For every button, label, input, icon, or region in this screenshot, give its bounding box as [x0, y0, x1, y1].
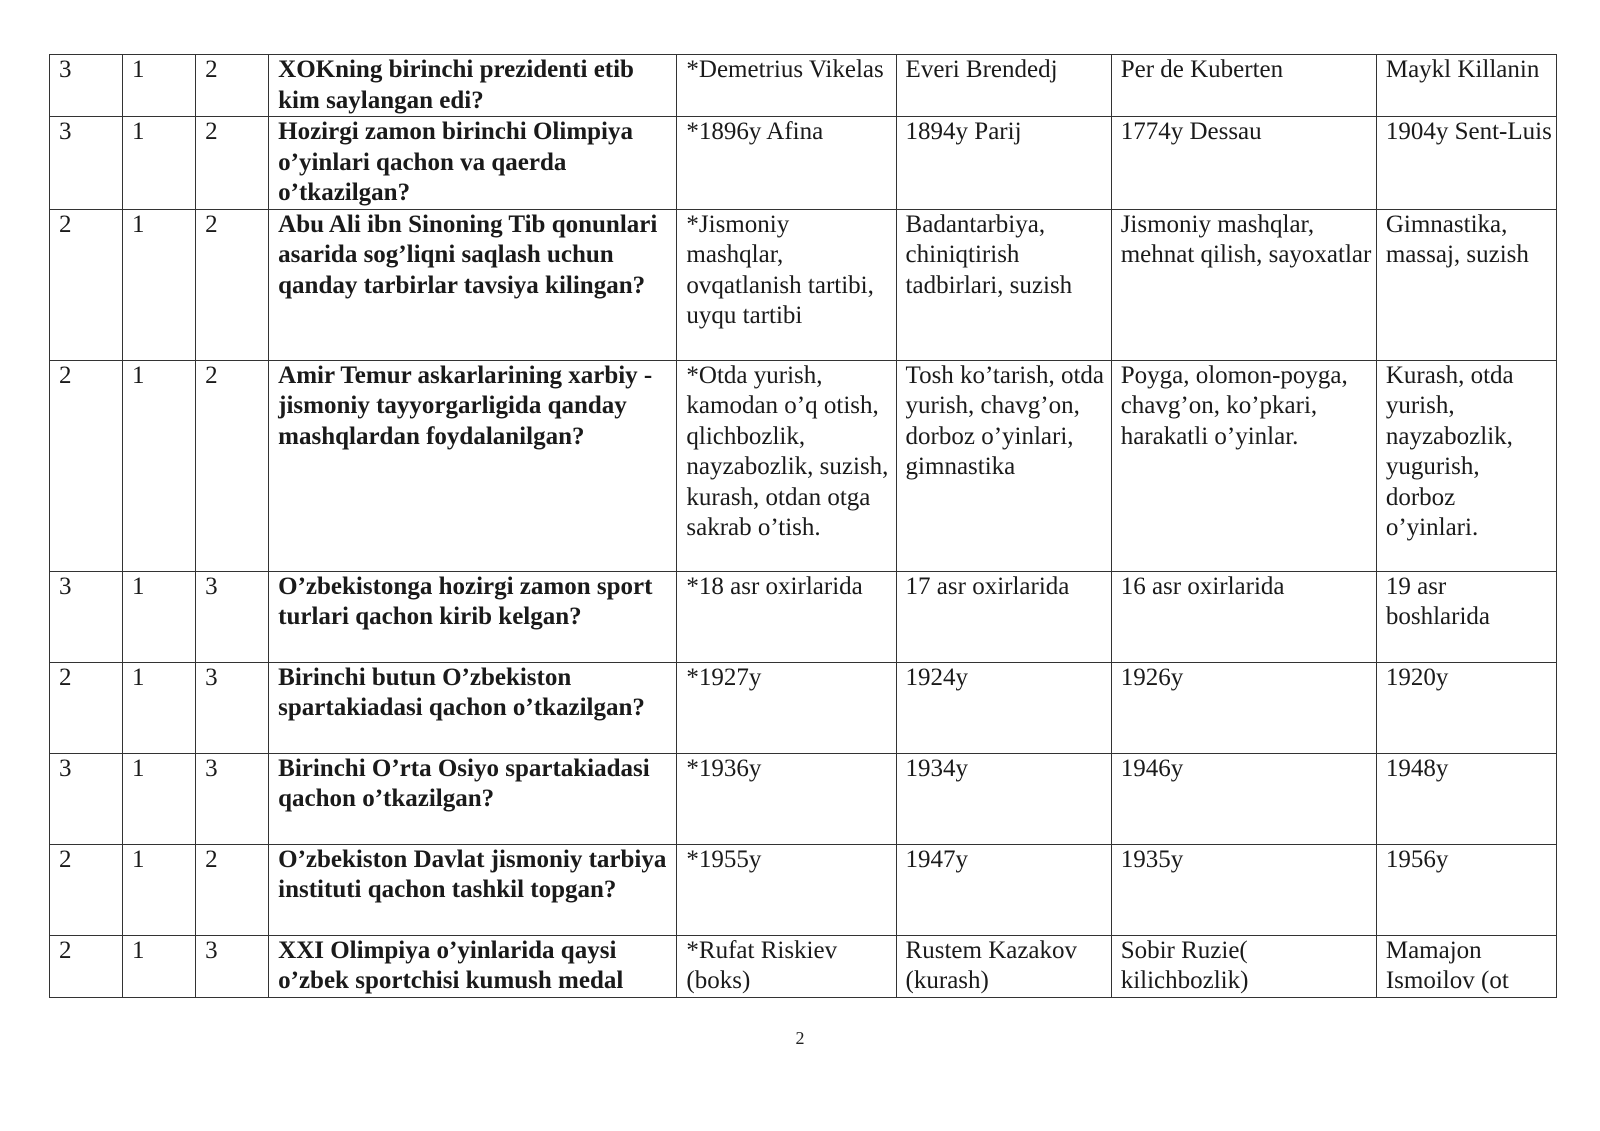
- quiz-table: [49, 54, 1557, 998]
- topic-cell: 2: [196, 117, 269, 210]
- option-cell: Badantarbiya, chiniqtirish tadbirlari, suzish: [896, 209, 1111, 360]
- option-cell: Mamajon Ismoilov (ot: [1376, 935, 1556, 997]
- topic-cell: 2: [196, 209, 269, 360]
- difficulty-cell: 2: [50, 844, 123, 935]
- question-cell: O’zbekistonga hozirgi zamon sport turlari qachon kirib kelgan?: [269, 571, 677, 662]
- topic-cell: 3: [196, 571, 269, 662]
- category-cell: 1: [123, 55, 196, 117]
- topic-cell: 2: [196, 844, 269, 935]
- correct-answer-cell: *Jismoniy mashqlar, ovqatlanish tartibi, uyqu tartibi: [677, 209, 896, 360]
- correct-answer-cell: *1936y: [677, 753, 896, 844]
- option-cell: Everi Brendedj: [896, 55, 1111, 117]
- question-cell: Hozirgi zamon birinchi Olimpiya o’yinlari qachon va qaerda o’tkazilgan?: [269, 117, 677, 210]
- difficulty-cell: 3: [50, 753, 123, 844]
- correct-answer-cell: *1896y Afina: [677, 117, 896, 210]
- table-row: [50, 117, 1557, 210]
- option-cell: 16 asr oxirlarida: [1111, 571, 1376, 662]
- table-row: [50, 662, 1557, 753]
- topic-cell: 3: [196, 662, 269, 753]
- option-cell: Sobir Ruzie( kilichbozlik): [1111, 935, 1376, 997]
- question-cell: Birinchi butun O’zbekiston spartakiadasi qachon o’tkazilgan?: [269, 662, 677, 753]
- option-cell: 1948y: [1376, 753, 1556, 844]
- table-row: [50, 360, 1557, 571]
- topic-cell: 2: [196, 55, 269, 117]
- question-cell: Amir Temur askarlarining xarbiy -jismoniy tayyorgarligida qanday mashqlardan foydalanilgan?: [269, 360, 677, 571]
- option-cell: 17 asr oxirlarida: [896, 571, 1111, 662]
- table-row: [50, 753, 1557, 844]
- option-cell: 1904y Sent-Luis: [1376, 117, 1556, 210]
- correct-answer-cell: *Rufat Riskiev (boks): [677, 935, 896, 997]
- category-cell: 1: [123, 662, 196, 753]
- difficulty-cell: 3: [50, 55, 123, 117]
- category-cell: 1: [123, 935, 196, 997]
- option-cell: 1774y Dessau: [1111, 117, 1376, 210]
- option-cell: Maykl Killanin: [1376, 55, 1556, 117]
- page-number: 2: [795, 1028, 805, 1048]
- option-cell: Poyga, olomon-poyga, chavg’on, ko’pkari, harakatli o’yinlar.: [1111, 360, 1376, 571]
- topic-cell: 3: [196, 753, 269, 844]
- category-cell: 1: [123, 753, 196, 844]
- difficulty-cell: 3: [50, 117, 123, 210]
- question-cell: Abu Ali ibn Sinoning Tib qonunlari asarida sog’liqni saqlash uchun qanday tarbirlar tavsiya kilingan?: [269, 209, 677, 360]
- table-row: [50, 209, 1557, 360]
- category-cell: 1: [123, 360, 196, 571]
- table-row: [50, 55, 1557, 117]
- difficulty-cell: 3: [50, 571, 123, 662]
- option-cell: 1946y: [1111, 753, 1376, 844]
- option-cell: 1934y: [896, 753, 1111, 844]
- table-row: [50, 935, 1557, 997]
- option-cell: Rustem Kazakov (kurash): [896, 935, 1111, 997]
- topic-cell: 2: [196, 360, 269, 571]
- category-cell: 1: [123, 844, 196, 935]
- category-cell: 1: [123, 209, 196, 360]
- difficulty-cell: 2: [50, 360, 123, 571]
- correct-answer-cell: *18 asr oxirlarida: [677, 571, 896, 662]
- option-cell: 1924y: [896, 662, 1111, 753]
- category-cell: 1: [123, 117, 196, 210]
- correct-answer-cell: *1927y: [677, 662, 896, 753]
- correct-answer-cell: *Otda yurish, kamodan o’q otish, qlichbozlik, nayzabozlik, suzish, kurash, otdan otga sakrab o’tish.: [677, 360, 896, 571]
- category-cell: 1: [123, 571, 196, 662]
- option-cell: Per de Kuberten: [1111, 55, 1376, 117]
- option-cell: 1926y: [1111, 662, 1376, 753]
- topic-cell: 3: [196, 935, 269, 997]
- option-cell: Kurash, otda yurish, nayzabozlik, yugurish, dorboz o’yinlari.: [1376, 360, 1556, 571]
- option-cell: 19 asr boshlarida: [1376, 571, 1556, 662]
- option-cell: Gimnastika, massaj, suzish: [1376, 209, 1556, 360]
- question-cell: XXI Olimpiya o’yinlarida qaysi o’zbek sportchisi kumush medal: [269, 935, 677, 997]
- question-cell: Birinchi O’rta Osiyo spartakiadasi qachon o’tkazilgan?: [269, 753, 677, 844]
- option-cell: 1894y Parij: [896, 117, 1111, 210]
- option-cell: 1935y: [1111, 844, 1376, 935]
- option-cell: Jismoniy mashqlar, mehnat qilish, sayoxatlar: [1111, 209, 1376, 360]
- correct-answer-cell: *Demetrius Vikelas: [677, 55, 896, 117]
- question-cell: XOKning birinchi prezidenti etib kim saylangan edi?: [269, 55, 677, 117]
- table-row: [50, 571, 1557, 662]
- difficulty-cell: 2: [50, 209, 123, 360]
- option-cell: 1920y: [1376, 662, 1556, 753]
- option-cell: Tosh ko’tarish, otda yurish, chavg’on, dorboz o’yinlari, gimnastika: [896, 360, 1111, 571]
- option-cell: 1956y: [1376, 844, 1556, 935]
- option-cell: 1947y: [896, 844, 1111, 935]
- question-cell: O’zbekiston Davlat jismoniy tarbiya instituti qachon tashkil topgan?: [269, 844, 677, 935]
- correct-answer-cell: *1955y: [677, 844, 896, 935]
- table-row: [50, 844, 1557, 935]
- difficulty-cell: 2: [50, 662, 123, 753]
- difficulty-cell: 2: [50, 935, 123, 997]
